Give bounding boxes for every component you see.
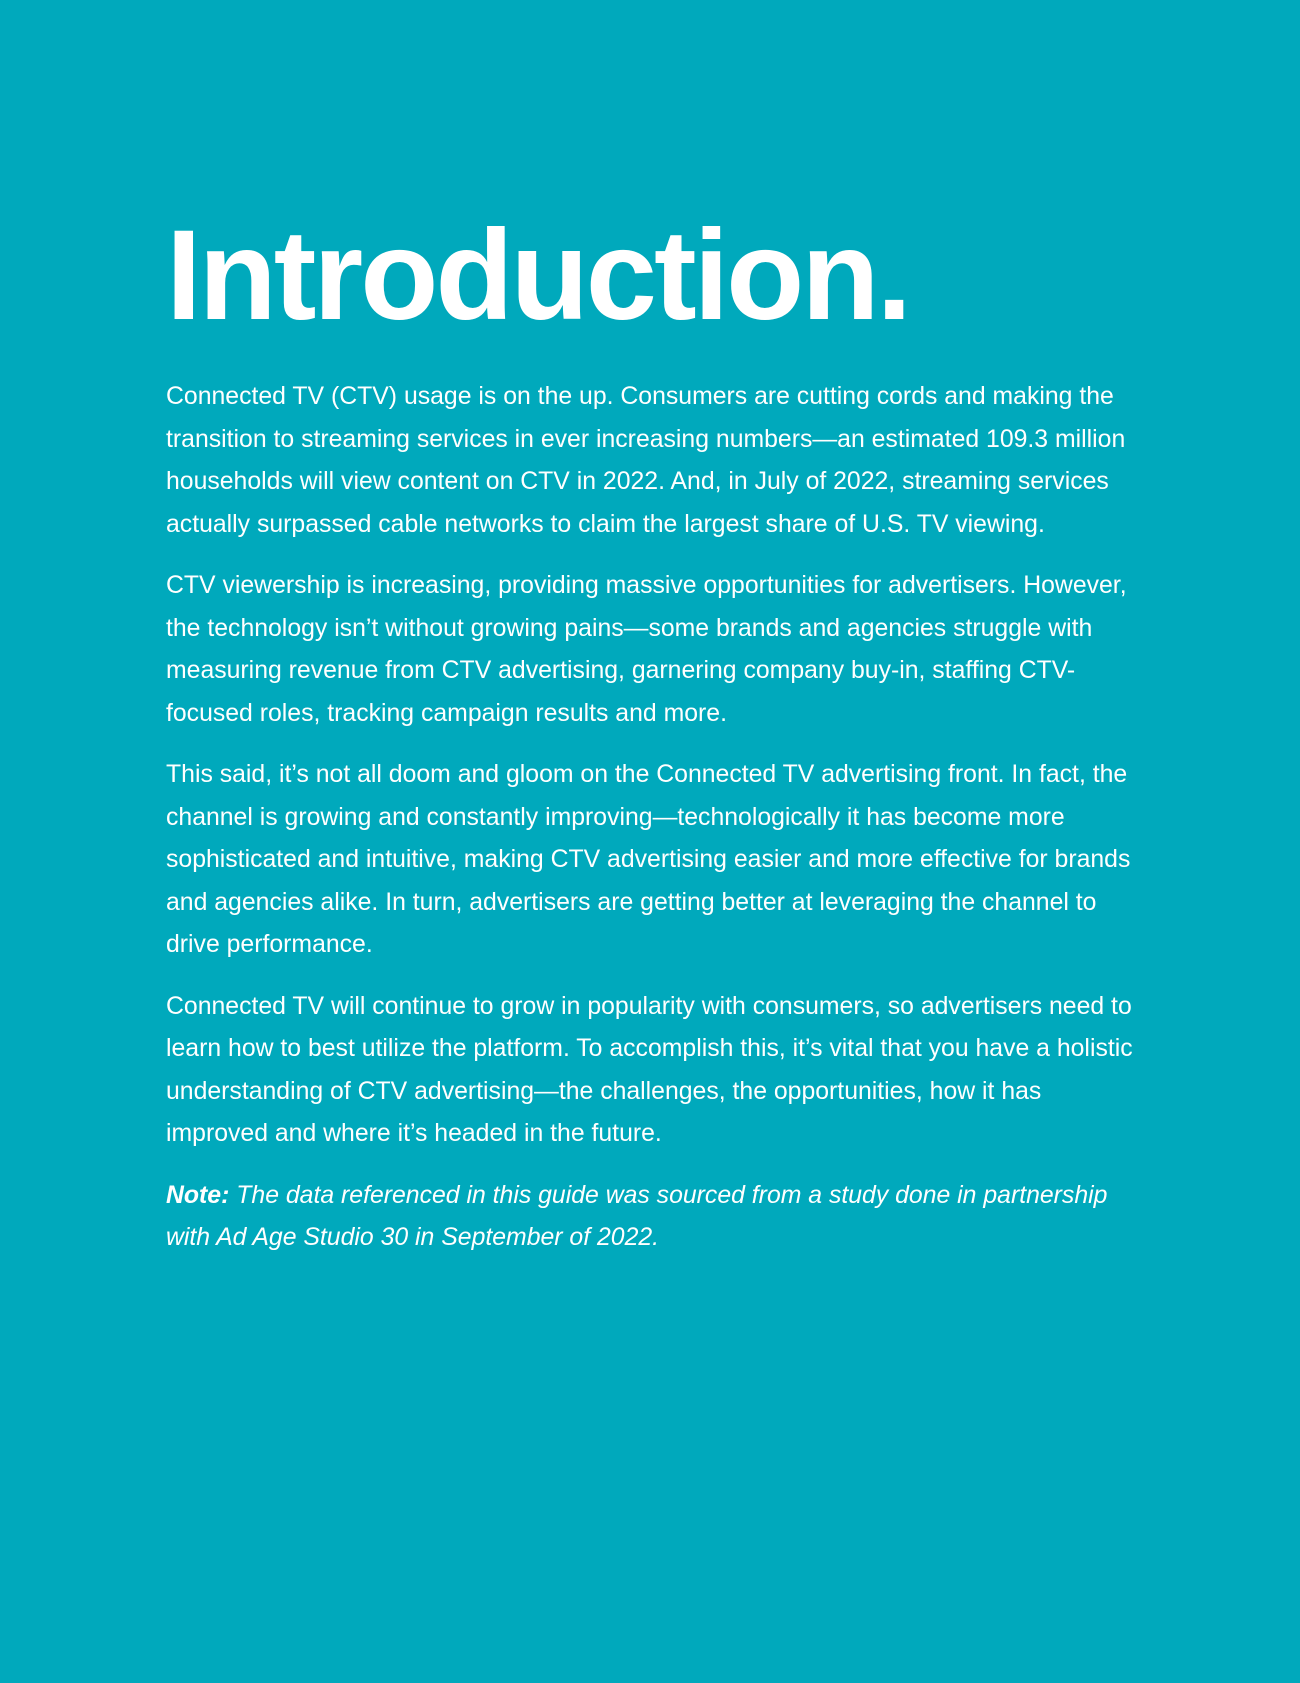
body-text <box>166 376 1136 1260</box>
paragraph-conclusion: Connected TV will continue to grow in popularity with consumers, so advertisers need to learn how to best utilize the platform. To accomplish this, it’s vital that you have a holistic understanding of CTV advertising—the challenges, the opportunities, how it has improved and where it’s headed in the future. <box>166 992 1133 1147</box>
note-paragraph <box>166 1175 1136 1260</box>
paragraph-improvement: This said, it’s not all doom and gloom on the Connected TV advertising front. In fact, the channel is growing and constantly improving—technologically it has become more sophisticated and intuitive, making CTV advertising easier and more effective for brands and agencies alike. In turn, advertisers are getting better at leveraging the channel to drive performance. <box>166 761 1131 958</box>
note-text: The data referenced in this guide was sourced from a study done in partnership with Ad Age Studio 30 in September of 2022. <box>166 1181 1108 1251</box>
content-column <box>166 204 1136 1260</box>
page-title: Introduction. <box>166 204 910 347</box>
paragraph-viewership: CTV viewership is increasing, providing massive opportunities for advertisers. However, the technology isn’t without growing pains—some brands and agencies struggle with measuring revenue from CTV advertising, garnering company buy-in, staffing CTV-focused roles, tracking campaign results and more. <box>166 572 1127 727</box>
note-label: Note: <box>166 1181 230 1209</box>
paragraph-intro: Connected TV (CTV) usage is on the up. Consumers are cutting cords and making the transition to streaming services in ever increasing numbers—an estimated 109.3 million households will view content on CTV in 2022. And, in July of 2022, streaming services actually surpassed cable networks to claim the largest share of U.S. TV viewing. <box>166 383 1126 538</box>
